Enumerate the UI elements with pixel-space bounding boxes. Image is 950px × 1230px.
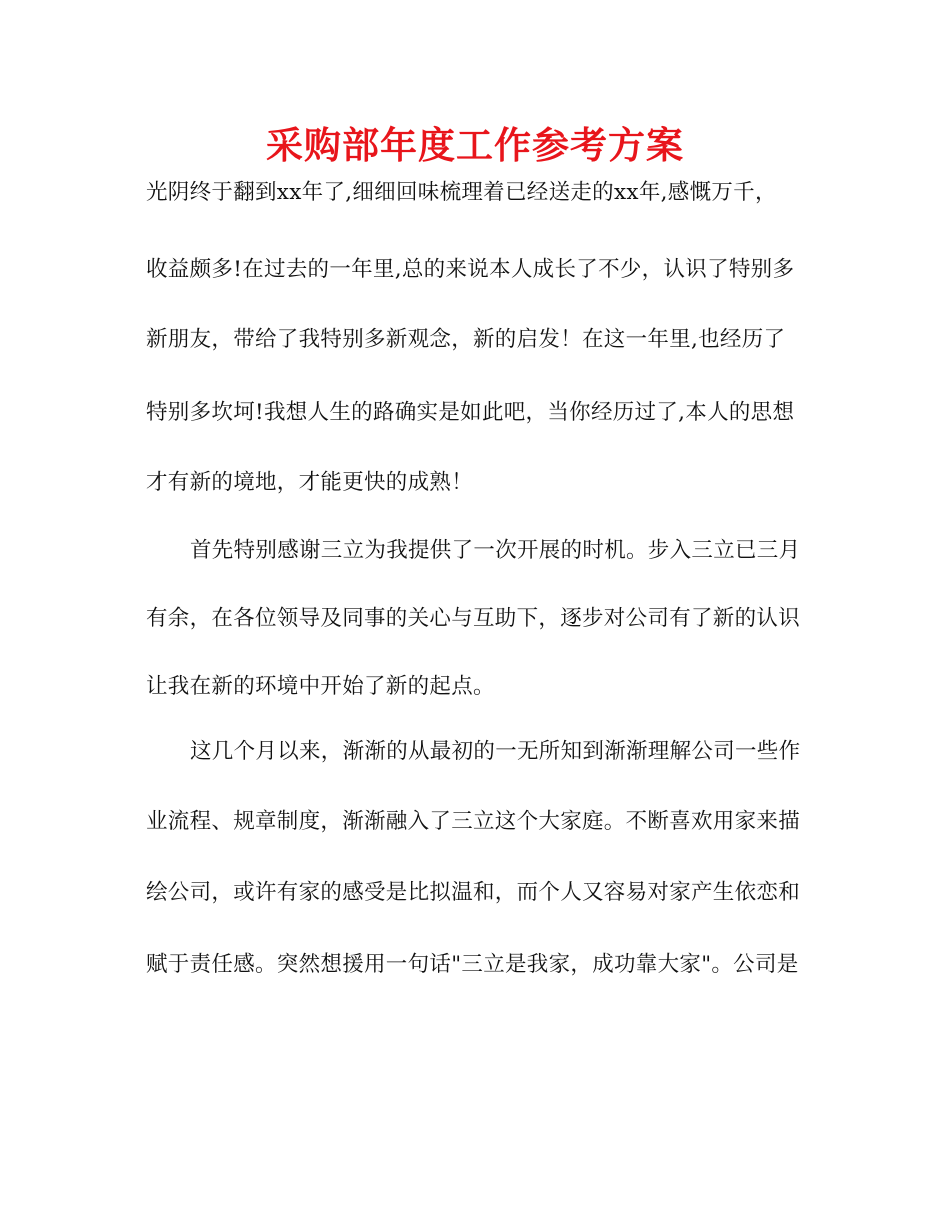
paragraph-line: 收益颇多!在过去的一年里,总的来说本人成长了不少，认识了特别多 <box>146 257 795 282</box>
paragraph-line: 绘公司，或许有家的感受是比拟温和，而个人又容易对家产生依恋和 <box>146 880 801 905</box>
document-title: 采购部年度工作参考方案 <box>266 124 684 167</box>
paragraph-line: 新朋友，带给了我特别多新观念，新的启发！在这一年里,也经历了 <box>146 327 786 352</box>
paragraph-line: 这几个月以来，渐渐的从最初的一无所知到渐渐理解公司一些作 <box>190 739 801 764</box>
paragraph-line: 光阴终于翻到xx年了,细细回味梳理着已经送走的xx年,感慨万千， <box>146 180 777 205</box>
paragraph-line: 才有新的境地，才能更快的成熟！ <box>146 470 474 495</box>
paragraph-line: 首先特别感谢三立为我提供了一次开展的时机。步入三立已三月 <box>190 538 801 563</box>
paragraph-line: 有余，在各位领导及同事的关心与互助下，逐步对公司有了新的认识 <box>146 606 801 631</box>
paragraph-line: 业流程、规章制度，渐渐融入了三立这个大家庭。不断喜欢用家来描 <box>146 809 801 834</box>
paragraph-line: 让我在新的环境中开始了新的起点。 <box>146 674 495 699</box>
paragraph-line: 赋于责任感。突然想援用一句话"三立是我家，成功靠大家"。公司是 <box>146 952 799 977</box>
paragraph-line: 特别多坎坷!我想人生的路确实是如此吧，当你经历过了,本人的思想 <box>146 400 795 425</box>
